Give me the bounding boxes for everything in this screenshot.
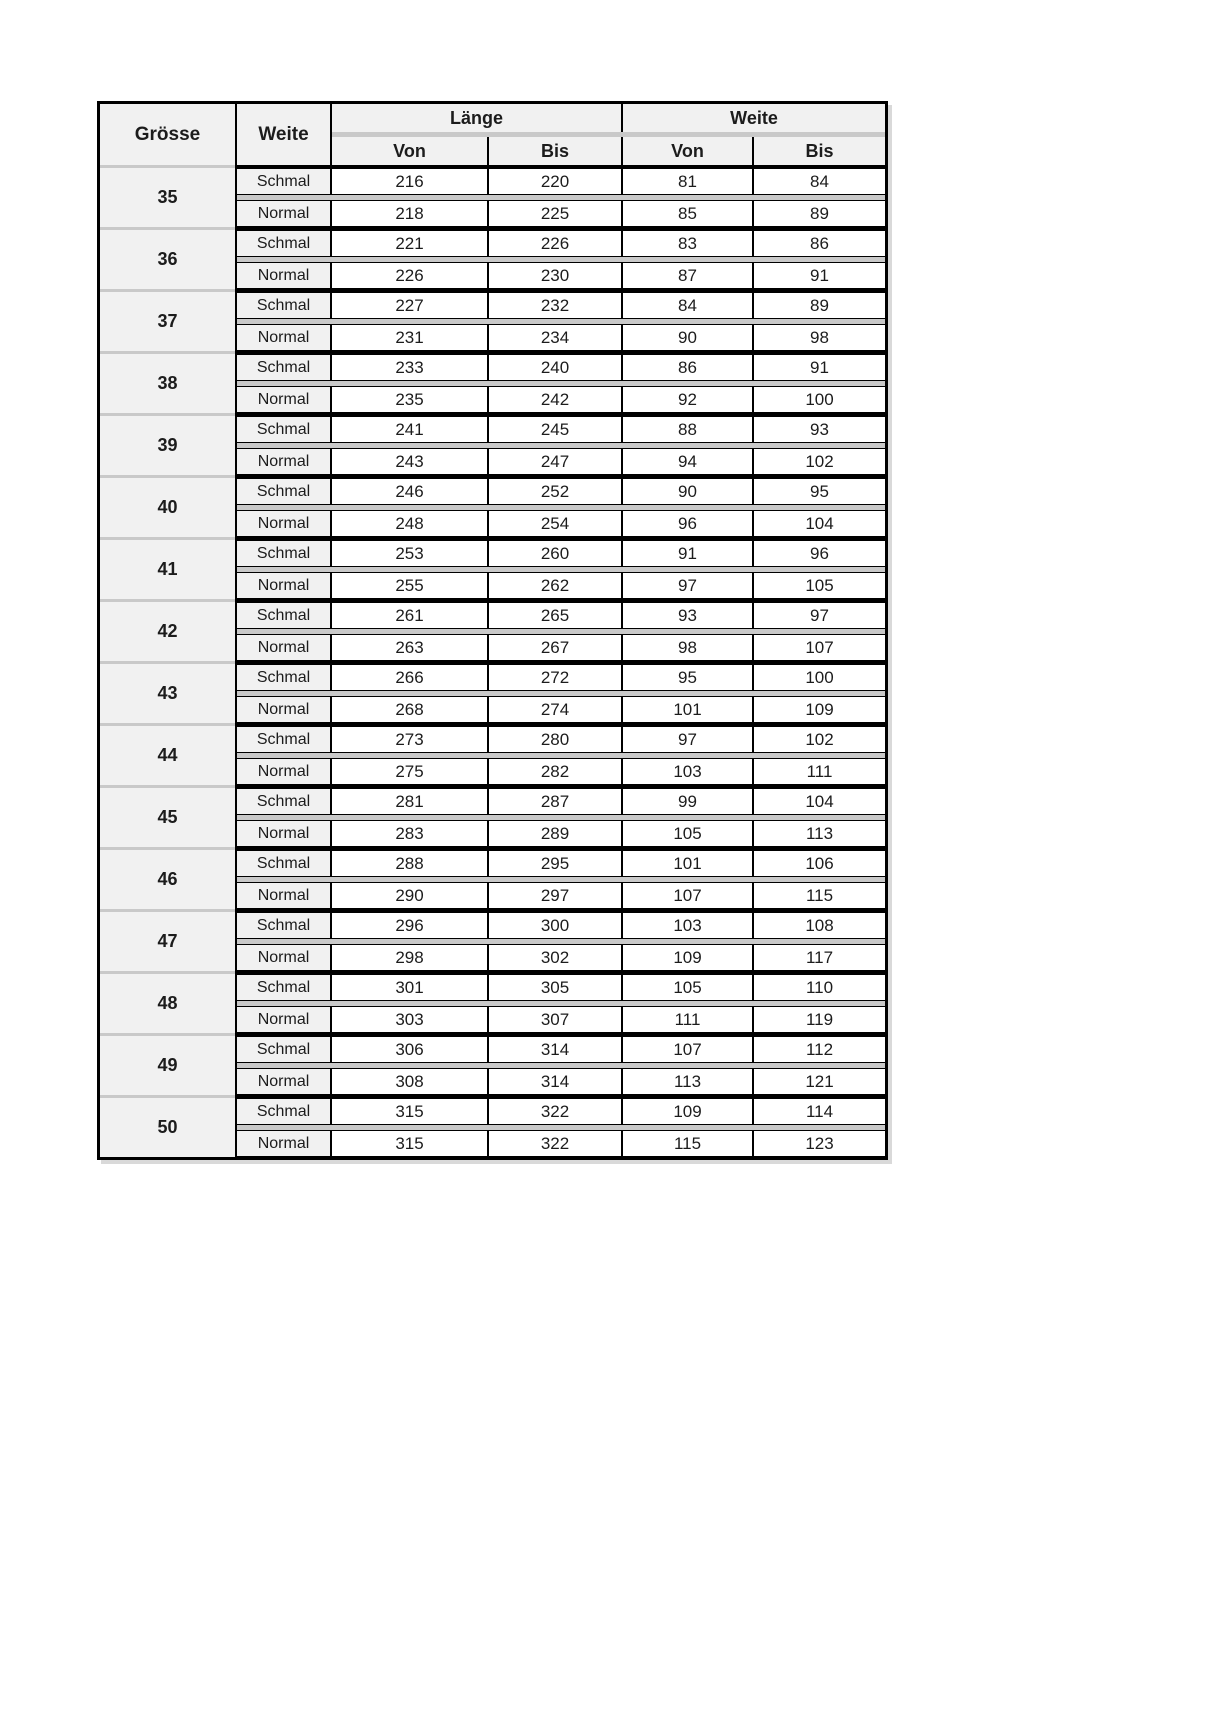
cell-laenge-von: 315	[332, 1131, 489, 1156]
cell-width-variant: Normal	[237, 511, 332, 536]
cell-width-variant: Schmal	[237, 665, 332, 690]
cell-laenge-von: 266	[332, 665, 489, 690]
table-row	[237, 882, 885, 909]
cell-laenge-bis: 220	[489, 169, 623, 194]
cell-weite-von: 86	[623, 355, 754, 380]
table-row	[237, 448, 885, 475]
cell-laenge-von: 226	[332, 263, 489, 288]
cell-laenge-bis: 242	[489, 387, 623, 412]
cell-laenge-bis: 314	[489, 1037, 623, 1062]
table-row	[237, 944, 885, 971]
cell-weite-von: 91	[623, 541, 754, 566]
cell-laenge-von: 281	[332, 789, 489, 814]
cell-laenge-bis: 254	[489, 511, 623, 536]
size-group-rows	[235, 661, 885, 723]
table-row	[237, 1006, 885, 1033]
table-row	[237, 324, 885, 351]
cell-weite-bis: 121	[754, 1069, 885, 1094]
cell-laenge-bis: 260	[489, 541, 623, 566]
table-row	[237, 386, 885, 413]
table-row	[237, 1036, 885, 1063]
cell-laenge-bis: 302	[489, 945, 623, 970]
size-cell: 44	[100, 723, 235, 785]
size-cell: 43	[100, 661, 235, 723]
cell-weite-von: 98	[623, 635, 754, 660]
table-row	[237, 850, 885, 877]
cell-weite-bis: 95	[754, 479, 885, 504]
cell-laenge-bis: 282	[489, 759, 623, 784]
size-group-rows	[235, 351, 885, 413]
cell-weite-bis: 96	[754, 541, 885, 566]
header-weite-span: Weite	[623, 104, 885, 132]
cell-width-variant: Schmal	[237, 293, 332, 318]
cell-laenge-bis: 289	[489, 821, 623, 846]
cell-laenge-bis: 230	[489, 263, 623, 288]
size-group	[100, 847, 885, 909]
size-cell: 49	[100, 1033, 235, 1095]
cell-weite-von: 97	[623, 727, 754, 752]
table-row	[237, 788, 885, 815]
cell-width-variant: Schmal	[237, 417, 332, 442]
size-group	[100, 785, 885, 847]
table-row	[237, 758, 885, 785]
cell-weite-von: 96	[623, 511, 754, 536]
cell-weite-bis: 109	[754, 697, 885, 722]
size-cell: 37	[100, 289, 235, 351]
cell-laenge-von: 273	[332, 727, 489, 752]
size-cell: 35	[100, 168, 235, 227]
cell-laenge-von: 255	[332, 573, 489, 598]
cell-laenge-von: 288	[332, 851, 489, 876]
cell-weite-von: 101	[623, 697, 754, 722]
table-row	[237, 230, 885, 257]
cell-laenge-von: 253	[332, 541, 489, 566]
cell-laenge-bis: 247	[489, 449, 623, 474]
size-group-rows	[235, 971, 885, 1033]
cell-weite-bis: 117	[754, 945, 885, 970]
cell-weite-von: 83	[623, 231, 754, 256]
cell-laenge-von: 301	[332, 975, 489, 1000]
header-laenge-bis: Bis	[489, 137, 623, 165]
size-group	[100, 475, 885, 537]
table-row	[237, 416, 885, 443]
cell-weite-von: 103	[623, 759, 754, 784]
table-body	[100, 168, 885, 1157]
cell-weite-bis: 111	[754, 759, 885, 784]
cell-weite-von: 81	[623, 169, 754, 194]
cell-laenge-von: 283	[332, 821, 489, 846]
cell-weite-bis: 86	[754, 231, 885, 256]
cell-width-variant: Normal	[237, 201, 332, 226]
cell-width-variant: Schmal	[237, 603, 332, 628]
cell-weite-von: 107	[623, 883, 754, 908]
cell-weite-bis: 84	[754, 169, 885, 194]
cell-weite-bis: 102	[754, 727, 885, 752]
cell-weite-von: 99	[623, 789, 754, 814]
table-row	[237, 1098, 885, 1125]
size-cell: 36	[100, 227, 235, 289]
cell-width-variant: Schmal	[237, 231, 332, 256]
cell-width-variant: Schmal	[237, 789, 332, 814]
cell-laenge-bis: 280	[489, 727, 623, 752]
cell-laenge-bis: 322	[489, 1099, 623, 1124]
size-cell: 46	[100, 847, 235, 909]
cell-weite-von: 95	[623, 665, 754, 690]
table-row	[237, 354, 885, 381]
table-row	[237, 634, 885, 661]
cell-laenge-von: 235	[332, 387, 489, 412]
size-group-rows	[235, 227, 885, 289]
cell-weite-bis: 104	[754, 789, 885, 814]
cell-weite-von: 92	[623, 387, 754, 412]
cell-laenge-von: 221	[332, 231, 489, 256]
size-group-rows	[235, 413, 885, 475]
cell-weite-bis: 89	[754, 293, 885, 318]
cell-laenge-bis: 226	[489, 231, 623, 256]
cell-weite-von: 103	[623, 913, 754, 938]
cell-weite-bis: 97	[754, 603, 885, 628]
header-groesse: Grösse	[100, 104, 235, 168]
cell-laenge-von: 290	[332, 883, 489, 908]
cell-width-variant: Normal	[237, 821, 332, 846]
cell-width-variant: Normal	[237, 263, 332, 288]
cell-width-variant: Normal	[237, 573, 332, 598]
cell-weite-von: 107	[623, 1037, 754, 1062]
cell-width-variant: Schmal	[237, 355, 332, 380]
cell-laenge-von: 248	[332, 511, 489, 536]
cell-weite-bis: 106	[754, 851, 885, 876]
cell-weite-von: 90	[623, 479, 754, 504]
cell-weite-von: 111	[623, 1007, 754, 1032]
cell-weite-bis: 89	[754, 201, 885, 226]
size-group	[100, 599, 885, 661]
cell-weite-von: 109	[623, 1099, 754, 1124]
cell-laenge-bis: 297	[489, 883, 623, 908]
header-laenge-von: Von	[332, 137, 489, 165]
cell-weite-von: 94	[623, 449, 754, 474]
cell-width-variant: Normal	[237, 1069, 332, 1094]
cell-laenge-von: 218	[332, 201, 489, 226]
size-cell: 48	[100, 971, 235, 1033]
cell-laenge-von: 246	[332, 479, 489, 504]
size-group	[100, 971, 885, 1033]
size-table	[97, 101, 888, 1160]
cell-weite-von: 84	[623, 293, 754, 318]
size-group-rows	[235, 909, 885, 971]
cell-weite-bis: 119	[754, 1007, 885, 1032]
size-group-rows	[235, 847, 885, 909]
table-row	[237, 200, 885, 227]
table-row	[237, 168, 885, 195]
size-group	[100, 661, 885, 723]
size-group-rows	[235, 168, 885, 227]
cell-weite-bis: 110	[754, 975, 885, 1000]
cell-laenge-bis: 322	[489, 1131, 623, 1156]
size-group	[100, 1095, 885, 1157]
cell-weite-von: 113	[623, 1069, 754, 1094]
cell-laenge-von: 231	[332, 325, 489, 350]
cell-width-variant: Schmal	[237, 851, 332, 876]
cell-width-variant: Normal	[237, 759, 332, 784]
cell-width-variant: Schmal	[237, 1037, 332, 1062]
cell-weite-bis: 107	[754, 635, 885, 660]
cell-weite-von: 109	[623, 945, 754, 970]
table-row	[237, 1068, 885, 1095]
size-group	[100, 723, 885, 785]
cell-width-variant: Normal	[237, 945, 332, 970]
cell-weite-bis: 113	[754, 821, 885, 846]
size-group-rows	[235, 785, 885, 847]
cell-weite-bis: 100	[754, 387, 885, 412]
cell-laenge-von: 216	[332, 169, 489, 194]
cell-weite-von: 93	[623, 603, 754, 628]
cell-width-variant: Normal	[237, 325, 332, 350]
cell-weite-bis: 114	[754, 1099, 885, 1124]
cell-weite-bis: 123	[754, 1131, 885, 1156]
cell-weite-von: 85	[623, 201, 754, 226]
cell-width-variant: Schmal	[237, 479, 332, 504]
cell-laenge-von: 308	[332, 1069, 489, 1094]
table-row	[237, 602, 885, 629]
cell-weite-bis: 112	[754, 1037, 885, 1062]
cell-laenge-von: 233	[332, 355, 489, 380]
cell-laenge-bis: 265	[489, 603, 623, 628]
cell-width-variant: Schmal	[237, 975, 332, 1000]
cell-width-variant: Schmal	[237, 169, 332, 194]
cell-laenge-bis: 274	[489, 697, 623, 722]
size-group	[100, 168, 885, 227]
cell-width-variant: Schmal	[237, 1099, 332, 1124]
cell-weite-bis: 98	[754, 325, 885, 350]
size-group	[100, 909, 885, 971]
cell-laenge-von: 275	[332, 759, 489, 784]
table-header	[100, 104, 885, 168]
cell-weite-bis: 102	[754, 449, 885, 474]
cell-laenge-bis: 314	[489, 1069, 623, 1094]
cell-laenge-bis: 287	[489, 789, 623, 814]
header-vonbis-row	[332, 137, 885, 165]
size-cell: 47	[100, 909, 235, 971]
size-group	[100, 413, 885, 475]
cell-laenge-von: 243	[332, 449, 489, 474]
cell-width-variant: Schmal	[237, 913, 332, 938]
size-cell: 50	[100, 1095, 235, 1157]
cell-laenge-bis: 300	[489, 913, 623, 938]
cell-laenge-von: 263	[332, 635, 489, 660]
table-row	[237, 696, 885, 723]
cell-weite-bis: 115	[754, 883, 885, 908]
cell-laenge-bis: 272	[489, 665, 623, 690]
table-row	[237, 912, 885, 939]
cell-width-variant: Normal	[237, 883, 332, 908]
table-row	[237, 262, 885, 289]
cell-laenge-von: 306	[332, 1037, 489, 1062]
cell-weite-von: 115	[623, 1131, 754, 1156]
header-rest	[235, 104, 885, 168]
cell-laenge-bis: 262	[489, 573, 623, 598]
cell-laenge-von: 315	[332, 1099, 489, 1124]
table-row	[237, 510, 885, 537]
cell-weite-bis: 91	[754, 355, 885, 380]
cell-weite-bis: 104	[754, 511, 885, 536]
table-row	[237, 540, 885, 567]
size-cell: 42	[100, 599, 235, 661]
cell-width-variant: Normal	[237, 1007, 332, 1032]
cell-laenge-bis: 234	[489, 325, 623, 350]
cell-weite-von: 88	[623, 417, 754, 442]
size-group-rows	[235, 475, 885, 537]
header-weite-column: Weite	[237, 104, 332, 165]
cell-weite-bis: 108	[754, 913, 885, 938]
cell-weite-von: 105	[623, 821, 754, 846]
size-cell: 45	[100, 785, 235, 847]
cell-width-variant: Schmal	[237, 727, 332, 752]
table-row	[237, 572, 885, 599]
cell-width-variant: Normal	[237, 1131, 332, 1156]
cell-laenge-bis: 245	[489, 417, 623, 442]
cell-width-variant: Normal	[237, 387, 332, 412]
header-weite-bis: Bis	[754, 137, 885, 165]
table-row	[237, 726, 885, 753]
size-cell: 40	[100, 475, 235, 537]
size-group-rows	[235, 289, 885, 351]
cell-laenge-von: 261	[332, 603, 489, 628]
header-laenge-span: Länge	[332, 104, 623, 132]
cell-laenge-von: 303	[332, 1007, 489, 1032]
cell-weite-von: 87	[623, 263, 754, 288]
cell-laenge-bis: 240	[489, 355, 623, 380]
cell-weite-von: 105	[623, 975, 754, 1000]
cell-width-variant: Schmal	[237, 541, 332, 566]
cell-laenge-von: 296	[332, 913, 489, 938]
cell-weite-bis: 93	[754, 417, 885, 442]
header-weite-von: Von	[623, 137, 754, 165]
cell-width-variant: Normal	[237, 635, 332, 660]
size-group	[100, 351, 885, 413]
header-measure-columns	[332, 104, 885, 165]
cell-laenge-von: 268	[332, 697, 489, 722]
size-group	[100, 227, 885, 289]
cell-weite-bis: 105	[754, 573, 885, 598]
cell-laenge-bis: 252	[489, 479, 623, 504]
size-cell: 38	[100, 351, 235, 413]
cell-width-variant: Normal	[237, 697, 332, 722]
cell-laenge-bis: 267	[489, 635, 623, 660]
size-group	[100, 289, 885, 351]
size-group-rows	[235, 537, 885, 599]
cell-laenge-von: 241	[332, 417, 489, 442]
table-row	[237, 478, 885, 505]
table-row	[237, 820, 885, 847]
cell-weite-von: 97	[623, 573, 754, 598]
size-group	[100, 1033, 885, 1095]
cell-laenge-von: 298	[332, 945, 489, 970]
cell-weite-bis: 100	[754, 665, 885, 690]
size-group-rows	[235, 1033, 885, 1095]
cell-weite-bis: 91	[754, 263, 885, 288]
size-group-rows	[235, 599, 885, 661]
size-group	[100, 537, 885, 599]
cell-weite-von: 101	[623, 851, 754, 876]
cell-laenge-von: 227	[332, 293, 489, 318]
cell-laenge-bis: 225	[489, 201, 623, 226]
cell-width-variant: Normal	[237, 449, 332, 474]
cell-laenge-bis: 307	[489, 1007, 623, 1032]
table-row	[237, 974, 885, 1001]
table-row	[237, 1130, 885, 1157]
cell-laenge-bis: 305	[489, 975, 623, 1000]
size-cell: 41	[100, 537, 235, 599]
table-row	[237, 292, 885, 319]
cell-weite-von: 90	[623, 325, 754, 350]
size-group-rows	[235, 723, 885, 785]
cell-laenge-bis: 295	[489, 851, 623, 876]
header-span-row	[332, 104, 885, 132]
size-cell: 39	[100, 413, 235, 475]
cell-laenge-bis: 232	[489, 293, 623, 318]
table-row	[237, 664, 885, 691]
size-group-rows	[235, 1095, 885, 1157]
